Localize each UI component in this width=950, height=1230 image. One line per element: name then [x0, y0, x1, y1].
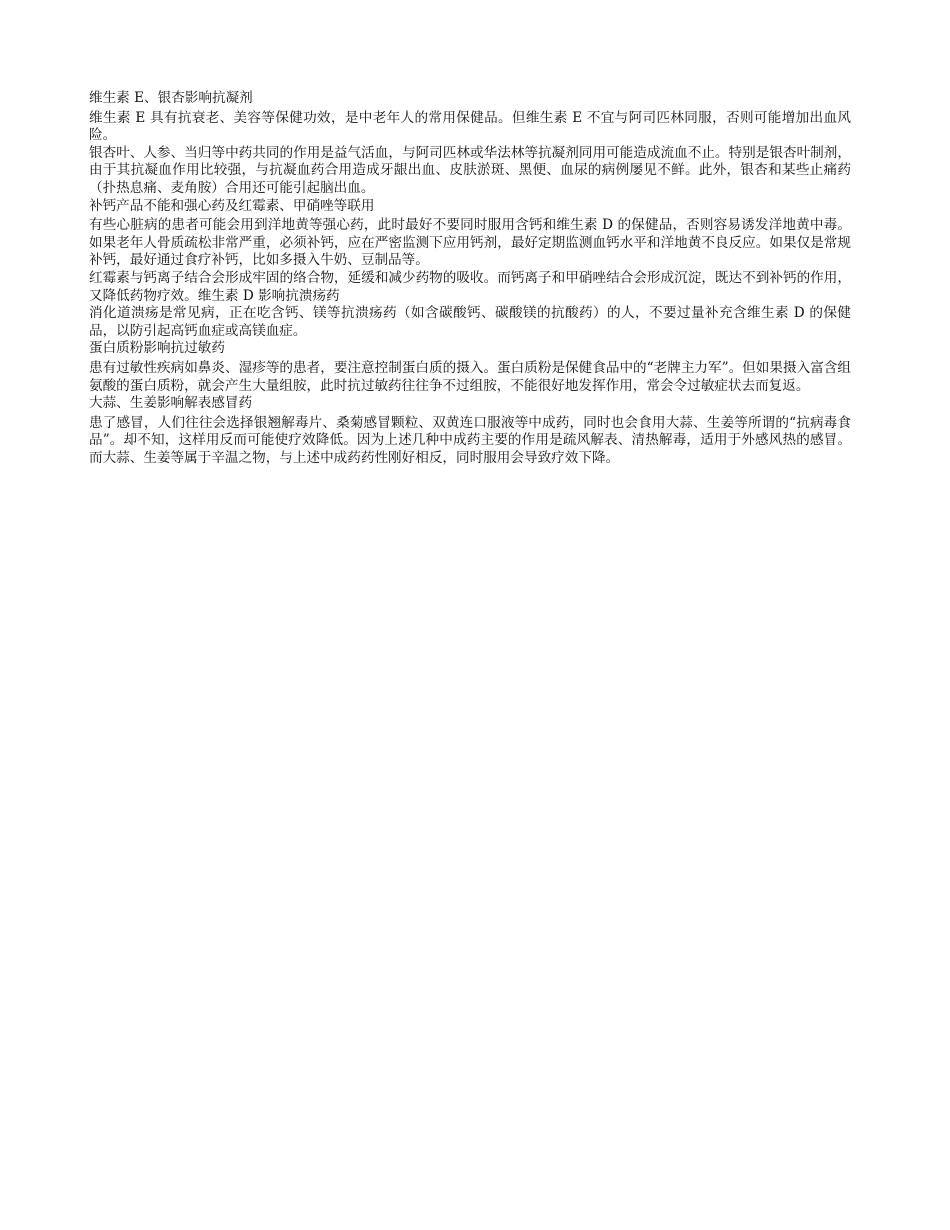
- section-heading: 大蒜、生姜影响解表感冒药: [89, 395, 253, 412]
- paragraph: 银杏叶、人参、当归等中药共同的作用是益气活血，与阿司匹林或华法林等抗凝剂同用可能造成流血不止。特别是银杏叶制剂，由于其抗凝血作用比较强，与抗凝血药合用造成牙龈出血、皮肤淤斑、黑便、血尿的病例屡见不鲜。此外，银杏和某些止痛药（扑热息痛、麦角胺）合用还可能引起脑出血。: [89, 144, 851, 196]
- paragraph: 有些心脏病的患者可能会用到洋地黄等强心药，此时最好不要同时服用含钙和维生素 D 的保健品，否则容易诱发洋地黄中毒。如果老年人骨质疏松非常严重，必须补钙，应在严密监测下应用钙剂，最好定期监测血钙水平和洋地黄不良反应。如果仅是常规补钙，最好通过食疗补钙，比如多摄入牛奶、豆制品等。: [89, 217, 851, 269]
- section-heading: 补钙产品不能和强心药及红霉素、甲硝唑等联用: [89, 197, 375, 214]
- paragraph: 患有过敏性疾病如鼻炎、湿疹等的患者，要注意控制蛋白质的摄入。蛋白质粉是保健食品中的“老牌主力军”。但如果摄入富含组氨酸的蛋白质粉，就会产生大量组胺，此时抗过敏药往往争不过组胺，不能很好地发挥作用，常会令过敏症状去而复返。: [89, 359, 851, 394]
- section-vitamin-d: [89, 305, 851, 340]
- section-calcium: [89, 198, 851, 306]
- paragraph: 消化道溃疡是常见病，正在吃含钙、镁等抗溃疡药（如含碳酸钙、碳酸镁的抗酸药）的人，不要过量补充含维生素 D 的保健品，以防引起高钙血症或高镁血症。: [89, 305, 851, 339]
- section-heading: 维生素 E、银杏影响抗凝剂: [89, 90, 253, 106]
- paragraph: 维生素 E 具有抗衰老、美容等保健功效，是中老年人的常用保健品。但维生素 E 不宜与阿司匹林同服，否则可能增加出血风险。: [89, 109, 851, 144]
- paragraph: 患了感冒，人们往往会选择银翘解毒片、桑菊感冒颗粒、双黄连口服液等中成药，同时也会食用大蒜、生姜等所谓的“抗病毒食品”。却不知，这样用反而可能使疗效降低。因为上述几种中成药主要的作用是疏风解表、清热解毒，适用于外感风热的感冒。而大蒜、生姜等属于辛温之物，与上述中成药药性刚好相反，同时服用会导致疗效下降。: [89, 414, 851, 466]
- section-garlic-ginger: [89, 395, 851, 467]
- paragraph: 红霉素与钙离子结合会形成牢固的络合物，延缓和减少药物的吸收。而钙离子和甲硝唑结合会形成沉淀，既达不到补钙的作用，又降低药物疗效。维生素 D 影响抗溃疡药: [89, 269, 851, 304]
- document-body: [89, 90, 851, 467]
- section-vitamin-e: [89, 90, 851, 198]
- section-heading: 蛋白质粉影响抗过敏药: [89, 340, 225, 357]
- section-protein-powder: [89, 340, 851, 395]
